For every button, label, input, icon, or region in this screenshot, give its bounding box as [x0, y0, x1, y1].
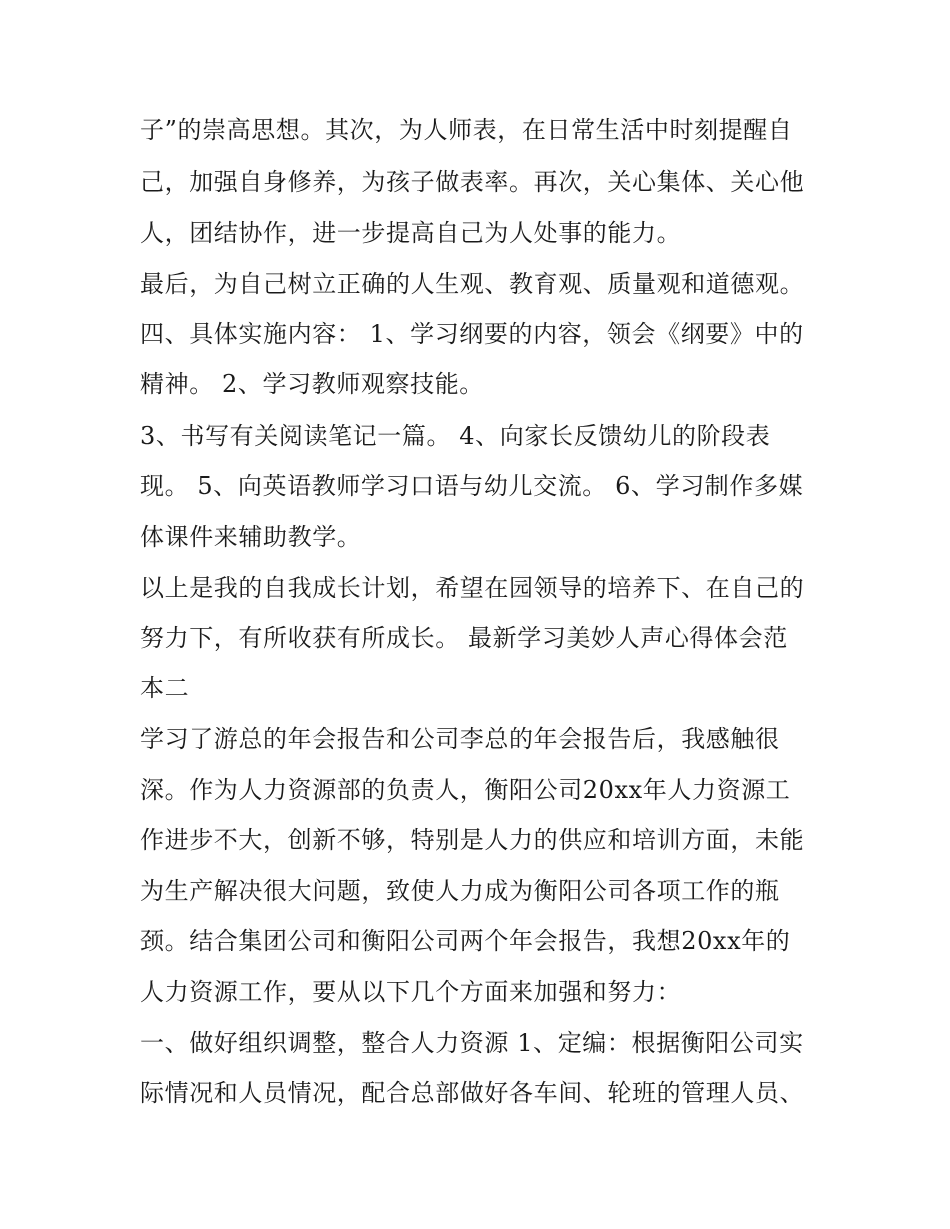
text-line: 本二 — [140, 674, 190, 702]
text-line: 深。作为人力资源部的负责人，衡阳公司20xx年人力资源工 — [140, 776, 791, 804]
text-line: 子”的崇高思想。其次，为人师表，在日常生活中时刻提醒自 — [140, 116, 793, 144]
text-line: 3、书写有关阅读笔记一篇。 4、向家长反馈幼儿的阶段表 — [140, 422, 771, 450]
text-line: 己，加强自身修养，为孩子做表率。再次，关心集体、关心他 — [140, 168, 805, 196]
text-line: 努力下，有所收获有所成长。 最新学习美妙人声心得体会范 — [140, 624, 788, 652]
text-line: 人，团结协作，进一步提高自己为人处事的能力。 — [140, 219, 682, 247]
text-line: 作进步不大，创新不够，特别是人力的供应和培训方面，未能 — [140, 826, 805, 854]
text-line: 最后，为自己树立正确的人生观、教育观、质量观和道德观。 — [140, 270, 805, 298]
text-line: 学习了游总的年会报告和公司李总的年会报告后，我感触很 — [140, 725, 780, 753]
text-line: 颈。结合集团公司和衡阳公司两个年会报告，我想20xx年的 — [140, 927, 791, 955]
text-line: 际情况和人员情况，配合总部做好各车间、轮班的管理人员、 — [140, 1079, 805, 1107]
text-line: 为生产解决很大问题，致使人力成为衡阳公司各项工作的瓶 — [140, 877, 780, 905]
text-line: 现。 5、向英语教师学习口语与幼儿交流。 6、学习制作多媒 — [140, 472, 804, 500]
text-line: 体课件来辅助教学。 — [140, 523, 362, 551]
text-line: 一、做好组织调整，整合人力资源 1、定编：根据衡阳公司实 — [140, 1029, 804, 1057]
text-line: 精神。 2、学习教师观察技能。 — [140, 370, 484, 398]
text-line: 以上是我的自我成长计划，希望在园领导的培养下、在自己的 — [140, 574, 805, 602]
text-line: 人力资源工作，要从以下几个方面来加强和努力： — [140, 978, 682, 1006]
text-line: 四、具体实施内容： 1、学习纲要的内容，领会《纲要》中的 — [140, 320, 804, 348]
